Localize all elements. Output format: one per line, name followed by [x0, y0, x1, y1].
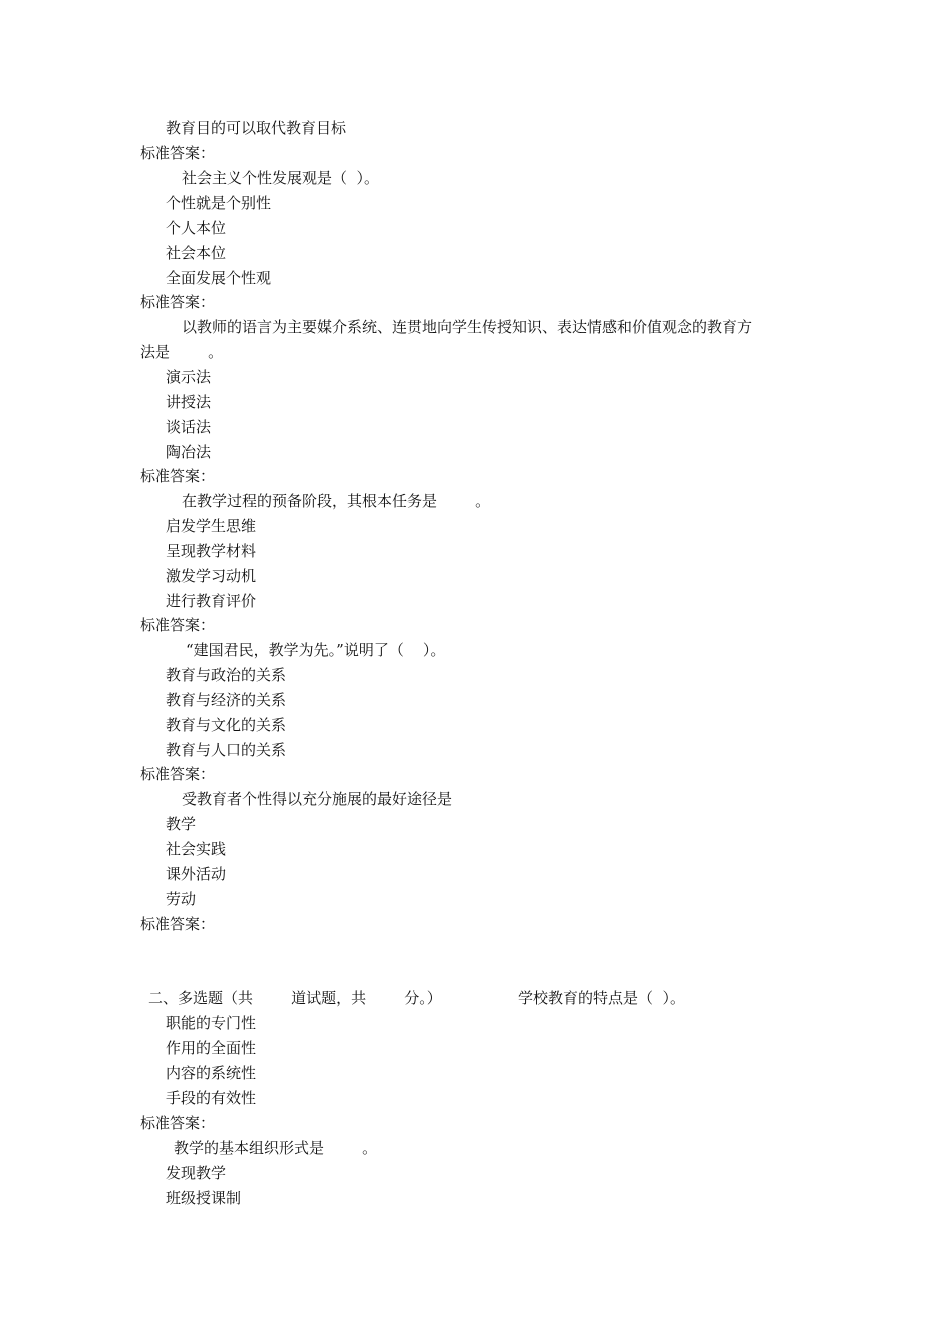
question-stem: 社会主义个性发展观是（ ）。 [182, 169, 380, 187]
section-heading: 二、多选题（共 道试题，共 分。） [148, 989, 442, 1007]
question-stem: 教学的基本组织形式是 。 [174, 1139, 378, 1157]
option-text: 启发学生思维 [166, 517, 257, 535]
option-text: 发现教学 [166, 1164, 227, 1182]
option-text: 陶冶法 [166, 443, 212, 461]
option-text: 激发学习动机 [166, 567, 257, 585]
option-text: 教育与政治的关系 [166, 666, 287, 684]
question-stem: 以教师的语言为主要媒介系统、连贯地向学生传授知识、表达情感和价值观念的教育方 [182, 318, 753, 336]
option-text: 社会实践 [166, 840, 227, 858]
option-text: 进行教育评价 [166, 592, 257, 610]
option-text: 全面发展个性观 [166, 269, 272, 287]
question-stem: 学校教育的特点是（ ）。 [518, 989, 686, 1007]
answer-label: 标准答案： [140, 765, 216, 783]
option-text: 教育目的可以取代教育目标 [166, 119, 347, 137]
option-text: 呈现教学材料 [166, 542, 257, 560]
option-text: 社会本位 [166, 244, 227, 262]
answer-label: 标准答案： [140, 293, 216, 311]
answer-label: 标准答案： [140, 1114, 216, 1132]
option-text: 劳动 [166, 890, 197, 908]
option-text: 班级授课制 [166, 1189, 242, 1207]
option-text: 个性就是个别性 [166, 194, 272, 212]
question-stem: 在教学过程的预备阶段，其根本任务是 。 [182, 492, 491, 510]
answer-label: 标准答案： [140, 144, 216, 162]
option-text: 演示法 [166, 368, 212, 386]
option-text: 教育与经济的关系 [166, 691, 287, 709]
option-text: 教学 [166, 815, 197, 833]
option-text: 职能的专门性 [166, 1014, 257, 1032]
option-text: 手段的有效性 [166, 1089, 257, 1107]
question-stem-continued: 法是 。 [140, 343, 224, 361]
option-text: 作用的全面性 [166, 1039, 257, 1057]
option-text: 谈话法 [166, 418, 212, 436]
option-text: 课外活动 [166, 865, 227, 883]
option-text: 讲授法 [166, 393, 212, 411]
question-stem: “建国君民，教学为先。”说明了（ ）。 [186, 641, 446, 659]
answer-label: 标准答案： [140, 915, 216, 933]
question-stem: 受教育者个性得以充分施展的最好途径是 [182, 790, 453, 808]
option-text: 教育与人口的关系 [166, 741, 287, 759]
answer-label: 标准答案： [140, 616, 216, 634]
answer-label: 标准答案： [140, 467, 216, 485]
option-text: 教育与文化的关系 [166, 716, 287, 734]
option-text: 个人本位 [166, 219, 227, 237]
option-text: 内容的系统性 [166, 1064, 257, 1082]
